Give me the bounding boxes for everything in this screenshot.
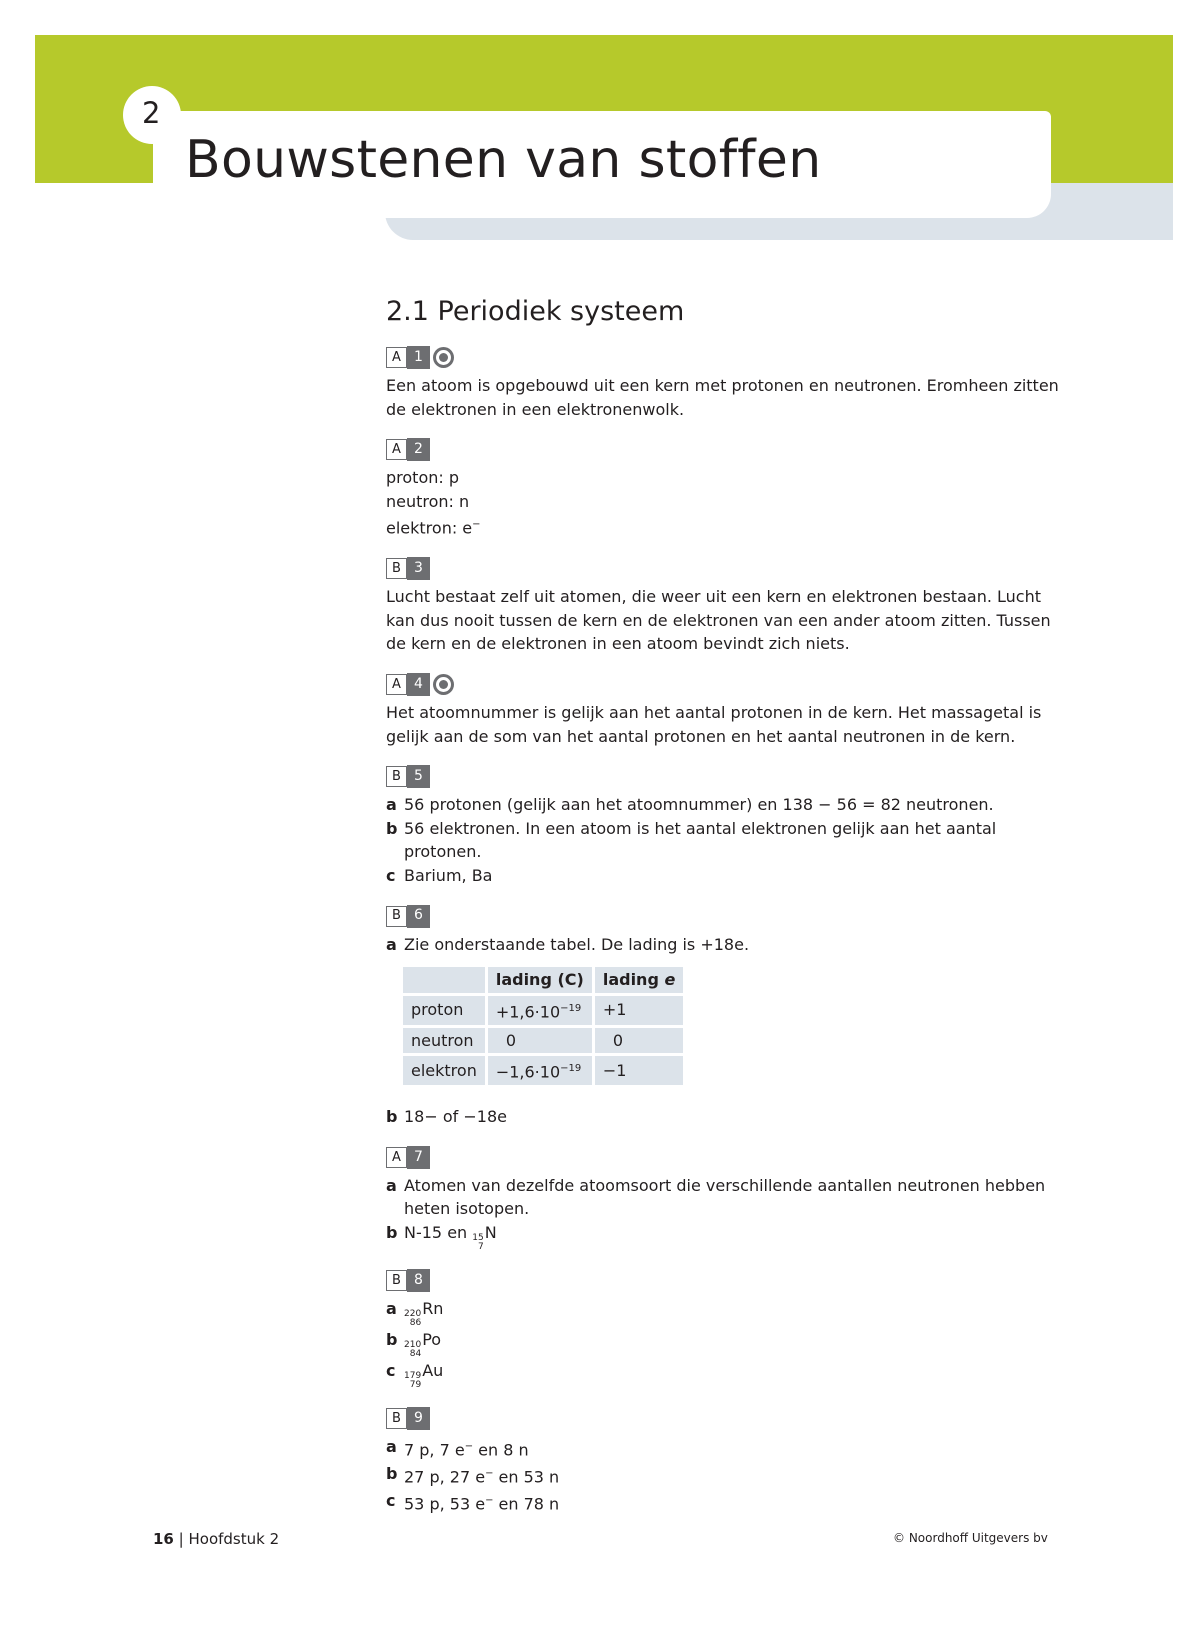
question-number: 7 [407, 1146, 430, 1169]
question-level: B [386, 766, 407, 787]
question-header-6 [386, 905, 1066, 928]
table-cell: +1 [595, 996, 684, 1025]
answer-line: elektron: e− [386, 518, 481, 538]
footer-page-info [153, 1530, 279, 1548]
table-cell: −1 [595, 1056, 684, 1085]
section-title: 2.1 Periodiek systeem [386, 296, 685, 327]
question-header-1 [386, 346, 1066, 369]
target-icon [433, 347, 454, 368]
answer-block [386, 466, 1066, 540]
answer-block [386, 933, 1066, 957]
charge-table [400, 964, 686, 1088]
footer-chapter: Hoofdstuk 2 [188, 1530, 280, 1548]
answer-item: a 7 p, 7 e− en 8 n [386, 1437, 529, 1460]
question-level: B [386, 1408, 407, 1429]
answers-content [386, 346, 1066, 1516]
question-number: 5 [407, 765, 430, 788]
answer-item: b 56 elektronen. In een atoom is het aantal elektronen gelijk aan het aantal protonen. [386, 818, 997, 862]
question-number: 6 [407, 905, 430, 928]
question-number: 1 [407, 346, 430, 369]
answer-item: a 220 86 Rn [386, 1299, 444, 1329]
question-level: A [386, 439, 407, 460]
isotope-notation: 220 86 [404, 1309, 422, 1329]
answer-item: b N-15 en 15 7 N [386, 1223, 497, 1253]
table-cell: $-1,6\cdot 10^{-19}$ [488, 1056, 592, 1085]
answer-block [386, 1174, 1066, 1252]
answer-item: a Zie onderstaande tabel. De lading is +18e. [386, 934, 750, 954]
question-header-5 [386, 765, 1066, 788]
question-header-7 [386, 1146, 1066, 1169]
answer-item: c 53 p, 53 e− en 78 n [386, 1490, 560, 1514]
answer-text: Een atoom is opgebouwd uit een kern met protonen en neutronen. Eromheen zitten de elektronen in een elektronenwolk. [386, 376, 1059, 419]
table-cell: 0 [595, 1028, 684, 1054]
footer-separator: | [178, 1530, 184, 1548]
question-header-2 [386, 438, 1066, 461]
question-level: B [386, 906, 407, 927]
isotope-notation: 179 79 [404, 1371, 422, 1391]
question-number: 8 [407, 1269, 430, 1292]
chapter-number: 2 [142, 96, 161, 130]
answer-item: b 18− of −18e [386, 1107, 507, 1127]
answer-block [386, 1297, 1066, 1390]
table-row [403, 1028, 683, 1054]
footer-copyright: © Noordhoff Uitgevers bv [893, 1531, 1048, 1545]
question-header-3 [386, 557, 1066, 580]
target-icon [433, 674, 454, 695]
answer-item: c Barium, Ba [386, 866, 493, 886]
question-level: B [386, 1270, 407, 1291]
answer-block [386, 1435, 1066, 1516]
answer-item: a Atomen van dezelfde atoomsoort die verschillende aantallen neutronen hebben heten isotopen. [386, 1175, 1046, 1219]
answer-line: neutron: n [386, 491, 470, 511]
table-cell: $+1,6\cdot 10^{-19}$ [488, 996, 592, 1025]
answer-item: a 56 protonen (gelijk aan het atoomnummer) en 138 − 56 = 82 neutronen. [386, 795, 994, 815]
table-cell: proton [403, 996, 485, 1025]
question-header-9 [386, 1407, 1066, 1430]
chapter-title: Bouwstenen van stoffen [185, 130, 822, 190]
question-header-4 [386, 673, 1066, 696]
answer-text: Lucht bestaat zelf uit atomen, die weer uit een kern en elektronen bestaan. Lucht kan dus nooit tussen de kern en de elektronen van een ander atoom zitten. Tussen de kern en de elektronen in een atoom bevindt zich niets. [386, 587, 1051, 654]
question-level: A [386, 347, 407, 368]
answer-item: c 179 79 Au [386, 1361, 444, 1391]
table-row [403, 1056, 683, 1085]
question-number: 9 [407, 1407, 430, 1430]
question-level: A [386, 1147, 407, 1168]
table-header: lading (C) [488, 967, 592, 993]
table-cell: neutron [403, 1028, 485, 1054]
table-header: lading e [595, 967, 684, 993]
question-number: 3 [407, 557, 430, 580]
answer-line: proton: p [386, 468, 460, 488]
answer-text: Het atoomnummer is gelijk aan het aantal protonen in de kern. Het massagetal is gelijk aan de som van het aantal protonen en het aantal neutronen in de kern. [386, 703, 1042, 746]
question-level: B [386, 558, 407, 579]
answer-item: b 27 p, 27 e− en 53 n [386, 1463, 560, 1487]
isotope-notation: 15 7 [472, 1233, 484, 1253]
question-header-8 [386, 1269, 1066, 1292]
question-number: 2 [407, 438, 430, 461]
question-level: A [386, 674, 407, 695]
answer-item: b 210 84 Po [386, 1330, 442, 1360]
table-cell: elektron [403, 1056, 485, 1085]
table-row [403, 996, 683, 1025]
question-number: 4 [407, 673, 430, 696]
page-number: 16 [153, 1530, 174, 1548]
table-cell: 0 [488, 1028, 592, 1054]
table-header-row [403, 967, 683, 993]
isotope-notation: 210 84 [404, 1340, 422, 1360]
answer-block [386, 793, 1066, 887]
